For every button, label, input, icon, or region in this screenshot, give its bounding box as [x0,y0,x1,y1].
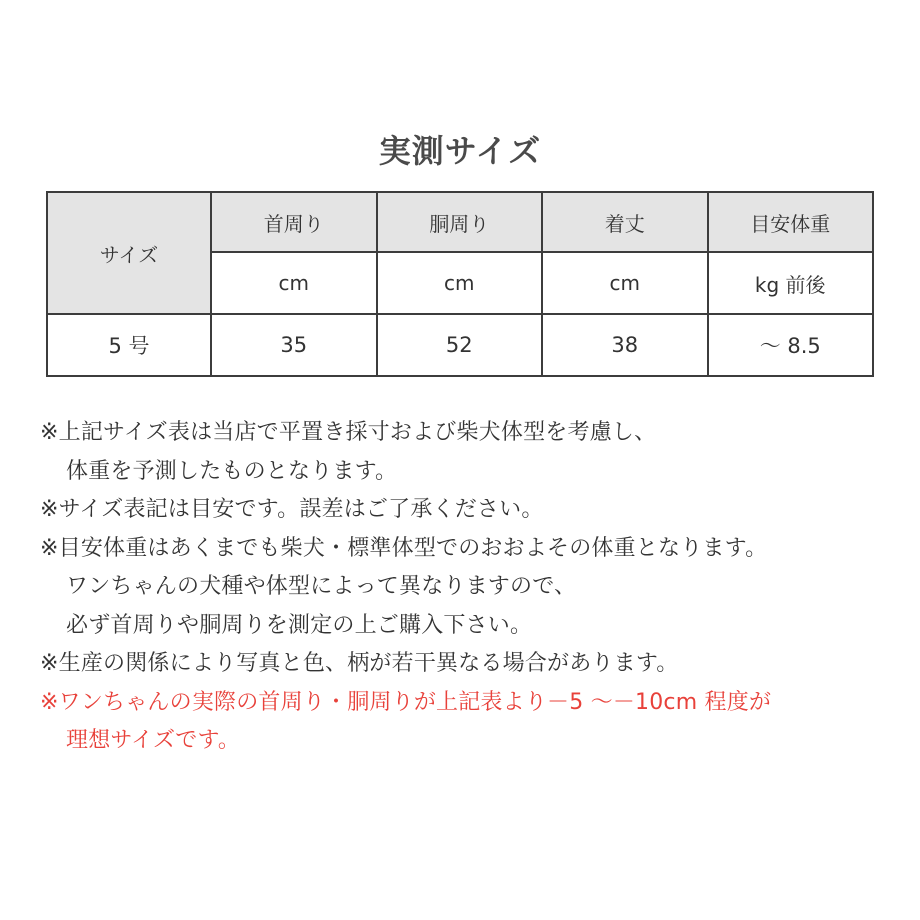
size-table [46,191,874,377]
length-value-cell: 38 [542,314,708,376]
unit-weight-cell: kg 前後 [708,252,874,314]
note-line-highlight: ※ワンちゃんの実際の首周り・胴周りが上記表より－5 ～－10cm 程度が [40,689,772,715]
header-chest-cell: 胴周り [377,192,543,252]
size-value-cell: 5 号 [47,314,211,376]
table-header-row [47,192,873,252]
page-title: 実測サイズ [378,132,542,170]
note-line-highlight: 理想サイズです。 [66,728,241,753]
note-line: ※上記サイズ表は当店で平置き採寸および柴犬体型を考慮し、 [40,420,657,445]
unit-neck-cell: cm [211,252,377,314]
unit-length-cell: cm [542,252,708,314]
notes-section [40,414,900,761]
header-weight-cell: 目安体重 [708,192,874,252]
note-line: ※生産の関係により写真と色、柄が若干異なる場合があります。 [40,651,679,676]
chest-value-cell: 52 [377,314,543,376]
note-line: 体重を予測したものとなります。 [66,458,398,484]
table-row [47,314,873,376]
header-length-cell: 着丈 [542,192,708,252]
neck-value-cell: 35 [211,314,377,376]
note-line: ※サイズ表記は目安です。誤差はご了承ください。 [40,497,544,522]
header-neck-cell: 首周り [211,192,377,252]
unit-chest-cell: cm [377,252,543,314]
note-line: ※目安体重はあくまでも柴犬・標準体型でのおおよその体重となります。 [40,535,768,561]
weight-value-cell: ～ 8.5 [708,314,874,376]
size-header-cell: サイズ [47,192,211,314]
note-line: ワンちゃんの犬種や体型によって異なりますので、 [66,574,577,599]
note-line: 必ず首周りや胴周りを測定の上ご購入下さい。 [66,612,533,638]
